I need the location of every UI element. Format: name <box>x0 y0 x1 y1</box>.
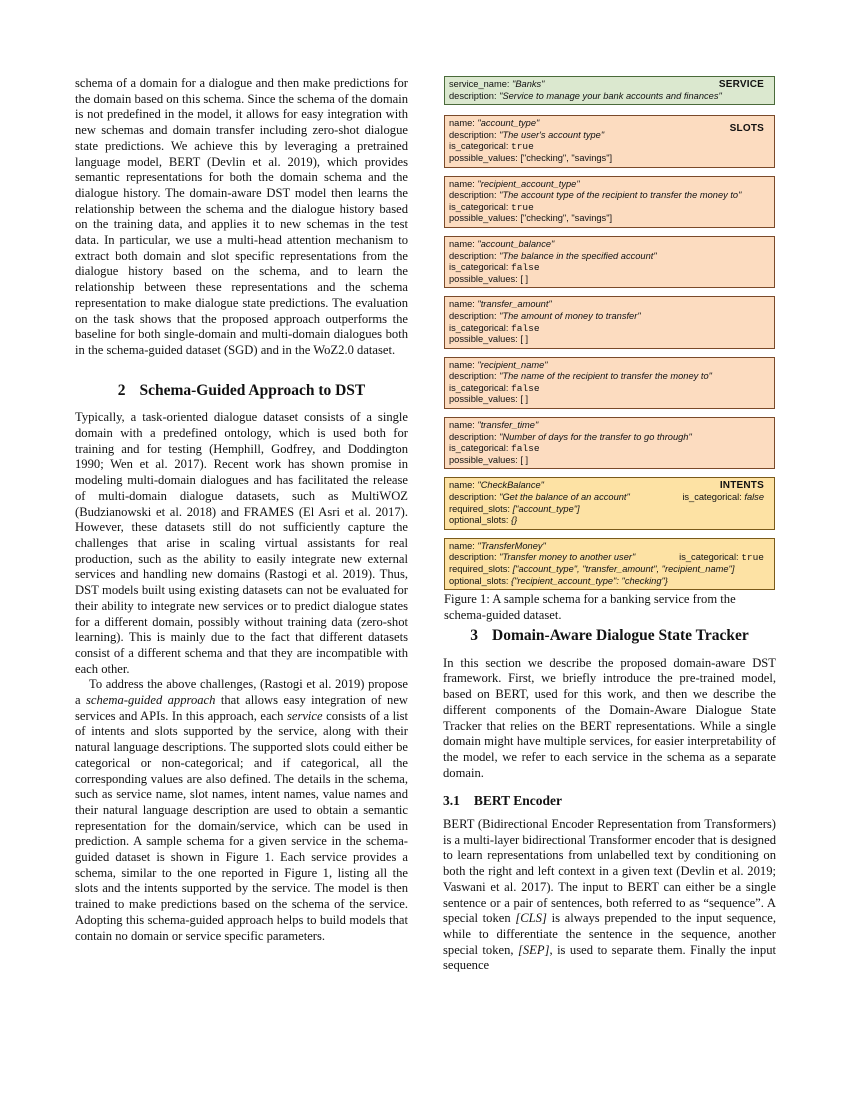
left-paragraph-2: Typically, a task-oriented dialogue dataset consists of a single domain with a predefined ontology, which is used both for training and for testing (Hemphill, Godfrey, and Doddington 1990; Wen et al. 2017). Recent work has shown promise in modeling multi-domain dialogues and has facilitated the release of multi-domain dialogue datasets, such as MultiWOZ (Budzianowski et al. 2018) and FRAMES (El Asri et al. 2017). However, these datasets still do not sufficiently capture the challenges that arise in scaling virtual assistants for real production, such as the ability to easily integrate new external services and handling new domains (Rastogi et al. 2019). Thus, DST models built using existing datasets can not be evaluated for their ability to integrate new services or to predict dialogue states for a different domain, possibly without training data (zero-shot learning). This is mainly due to the fact that different datasets consist of a different schema and that they are incompatible with each other. <box>75 410 408 676</box>
slot-name-line <box>449 360 770 372</box>
left-column <box>75 76 408 944</box>
slot-name-line <box>449 299 770 311</box>
slot-name-value: "recipient_name" <box>477 359 548 370</box>
slot-values-line <box>449 394 770 406</box>
slot-values-value: [ ] <box>520 394 529 405</box>
slot-name-key: name: <box>449 359 478 370</box>
slot-name-value: "transfer_amount" <box>477 299 552 310</box>
figure-1-schema <box>444 76 775 598</box>
slot-box <box>444 357 775 409</box>
intent-categorical <box>682 492 764 504</box>
token-sep: [SEP] <box>517 942 550 957</box>
slot-categorical-key: is_categorical: <box>449 262 512 273</box>
slot-values-line <box>449 274 770 286</box>
intent-name-key: name: <box>449 540 478 551</box>
slot-description-line <box>449 371 770 383</box>
slot-categorical-value: true <box>511 201 534 213</box>
slot-values-value: [ ] <box>520 454 529 465</box>
para3-emphasis-service: service <box>286 708 323 723</box>
left-paragraph-1: schema of a domain for a dialogue and then make predictions for the domain based on this schema. Since the schema of the domain is not predefined in the model, it allows for easy integration with new schemas and domain transfer including zero-shot dialogue state predictions. We achieve this by leveraging a pretrained language model, BERT (Devlin et al. 2019), which provides semantic representations for both the domain schema and the dialogue history. The domain-aware DST model then learns the relationship between the schema and the dialogue history based on the training data, and applies it to new schemas in the test data. In particular, we use a multi-head attention mechanism to extract both domain and slot specific representations from the dialogue history based on the schema, and to learn the relationship between these representations and the schema representation to make dialogue state predictions. The evaluation on the task shows that the proposed approach outperforms the baseline for both single-domain and multi-domain dialogues both in the schema-guided dataset (SGD) and in the WoZ2.0 dataset. <box>75 76 408 357</box>
slot-categorical-key: is_categorical: <box>449 201 512 212</box>
slot-description-key: description: <box>449 190 500 201</box>
section-3-1-title: BERT Encoder <box>473 793 563 809</box>
intent-box <box>444 538 775 590</box>
slot-description-line <box>449 432 770 444</box>
section-2-heading <box>75 383 408 399</box>
slot-name-key: name: <box>449 118 478 129</box>
para3-text-c: consists of a list of intents and slots supported by the service, along with their natural language descriptions. The supported slots could either be categorical or non-categorical; and if categorical, all the corresponding values are also defined. The details in the schema, such as service name, slot names, intent names, value names and their natural language description are used to obtain a semantic representation for the domain/service, which can be used in prediction. A sample schema for a given service in the schema-guided dataset is shown in Figure 1. Each service provides a schema, similar to the one reported in Figure 1, listing all the slots and the intents supported by the service. The model is then trained to make predictions based on the schema of the service. Adopting this schema-guided approach helps to build models that contain no domain or service specific parameters. <box>75 708 408 943</box>
slot-description-key: description: <box>449 129 500 140</box>
slot-values-key: possible_values: <box>449 334 521 345</box>
section-3-title: Domain-Aware Dialogue State Tracker <box>492 627 749 644</box>
section-2-number: 2 <box>117 381 126 399</box>
intent-required-value: ["account_type"] <box>512 503 580 514</box>
intent-optional-line <box>449 515 770 527</box>
intent-description-key: description: <box>449 492 500 503</box>
intent-description-key: description: <box>449 552 500 563</box>
service-description-value: "Service to manage your bank accounts and finances" <box>499 90 722 101</box>
intent-categorical-key: is_categorical: <box>682 492 745 503</box>
slot-description-line <box>449 251 770 263</box>
intent-required-line <box>449 564 770 576</box>
token-cls: [CLS] <box>515 911 547 926</box>
intent-optional-line <box>449 576 770 588</box>
slot-values-key: possible_values: <box>449 454 521 465</box>
slot-values-value: ["checking", "savings"] <box>520 152 613 163</box>
slot-values-value: ["checking", "savings"] <box>520 213 613 224</box>
slot-categorical-value: true <box>511 141 534 153</box>
slot-categorical-key: is_categorical: <box>449 443 512 454</box>
intent-name-key: name: <box>449 480 478 491</box>
slot-description-line <box>449 190 770 202</box>
slot-values-line <box>449 455 770 467</box>
slot-description-key: description: <box>449 250 500 261</box>
slot-values-key: possible_values: <box>449 152 521 163</box>
right-paragraph-2 <box>443 817 776 974</box>
section-2-title: Schema-Guided Approach to DST <box>139 381 366 399</box>
intents-tag: INTENTS <box>719 480 764 492</box>
intent-required-key: required_slots: <box>449 564 513 574</box>
section-3-heading <box>443 628 776 644</box>
section-3-1-number: 3.1 <box>443 793 460 809</box>
slot-description-line <box>449 311 770 323</box>
slot-values-line <box>449 334 770 346</box>
slot-name-line <box>449 239 770 251</box>
slot-name-key: name: <box>449 420 478 431</box>
slot-categorical-line <box>449 443 770 455</box>
figure-1-caption: Figure 1: A sample schema for a banking service from the schema-guided dataset. <box>444 592 736 622</box>
right-column <box>443 628 776 974</box>
para3-text-a: To address the above challenges, (Rastogi et al. 2019) propose a <box>75 677 408 708</box>
right-paragraph-1: In this section we describe the proposed domain-aware DST framework. First, we briefly introduce the pre-trained model, based on BERT, used for this work, and then we describe the different components of the Domain-Aware Dialogue State Tracker that relies on the BERT representations. While a single domain might have multiple services, for easier interpretability of the model, we refer to each service in the schema as a separate domain. <box>443 655 776 780</box>
slot-box <box>444 115 775 167</box>
para-bert-c: , is used to separate them. Finally the input sequence <box>443 942 776 973</box>
slot-name-key: name: <box>449 238 478 249</box>
slot-values-line <box>449 153 770 165</box>
slot-values-line <box>449 213 770 225</box>
slot-categorical-line <box>449 141 770 153</box>
slot-name-line <box>449 118 770 130</box>
slot-categorical-line <box>449 383 770 395</box>
intent-categorical-value: false <box>744 492 764 503</box>
intent-box <box>444 477 775 529</box>
para3-text-b: that allows easy integration of new services and APIs. In this approach, each <box>75 693 409 723</box>
intent-name-line <box>449 541 770 553</box>
slot-description-line <box>449 130 770 142</box>
slot-description-value: "The name of the recipient to transfer the money to" <box>499 371 712 382</box>
intent-description-line <box>449 552 770 564</box>
intent-optional-key: optional_slots: <box>449 575 512 586</box>
slots-list <box>444 115 775 469</box>
slot-description-value: "The balance in the specified account" <box>499 250 657 261</box>
slot-categorical-value: false <box>511 382 540 394</box>
intent-required-value: ["account_type", "transfer_amount", "recipient_name"] <box>512 564 735 574</box>
intent-name-value: "TransferMoney" <box>477 540 546 551</box>
intent-categorical <box>679 552 764 564</box>
intent-description-value: "Get the balance of an account" <box>499 492 630 503</box>
slot-description-value: "The account type of the recipient to transfer the money to" <box>499 190 742 201</box>
intent-required-line <box>449 504 770 516</box>
intents-list <box>444 477 775 590</box>
slot-name-value: "account_type" <box>477 118 540 129</box>
slot-categorical-key: is_categorical: <box>449 322 512 333</box>
slot-description-key: description: <box>449 371 500 382</box>
slot-values-value: [ ] <box>520 273 529 284</box>
intent-required-key: required_slots: <box>449 503 513 514</box>
slot-categorical-value: false <box>511 322 540 334</box>
slot-description-value: "Number of days for the transfer to go through" <box>499 431 692 442</box>
slot-categorical-key: is_categorical: <box>449 382 512 393</box>
section-3-number: 3 <box>470 627 479 644</box>
slot-values-key: possible_values: <box>449 394 521 405</box>
slot-categorical-line <box>449 262 770 274</box>
para3-emphasis-schema-guided: schema-guided approach <box>86 693 216 708</box>
slot-name-value: "account_balance" <box>477 238 555 249</box>
service-name-key: service_name: <box>449 79 513 89</box>
intent-name-value: "CheckBalance" <box>477 480 544 491</box>
slot-box <box>444 296 775 348</box>
slots-tag: SLOTS <box>729 123 764 135</box>
service-tag: SERVICE <box>718 79 764 90</box>
intent-description-line <box>449 492 770 504</box>
slot-categorical-line <box>449 202 770 214</box>
slot-box <box>444 417 775 469</box>
slot-description-value: "The amount of money to transfer" <box>499 310 641 321</box>
slot-name-key: name: <box>449 299 478 310</box>
slot-name-value: "recipient_account_type" <box>477 178 580 189</box>
left-paragraph-3 <box>75 677 408 944</box>
para-bert-b: is always prepended to the input sequence, while to differentiate the sentence in the sequence, another special token, <box>443 911 776 957</box>
service-description-line <box>449 91 770 103</box>
slot-name-value: "transfer_time" <box>477 420 539 431</box>
intent-categorical-value: true <box>741 552 764 564</box>
para-bert-a: BERT (Bidirectional Encoder Representation from Transformers) is a multi-layer bidirectional Transformer encoder that is designed to learn representations from unlabelled text by conditioning on both the right and left context in a given text (Devlin et al. 2019; Vaswani et al. 2017). The input to BERT can either be a single sentence or a pair of sentences, both referred to as “sequence”. A special token <box>443 817 776 926</box>
slot-categorical-line <box>449 323 770 335</box>
intent-description-value: "Transfer money to another user" <box>499 552 636 563</box>
slot-name-key: name: <box>449 178 478 189</box>
slot-name-line <box>449 179 770 191</box>
section-3-1-heading <box>443 793 776 809</box>
slot-values-key: possible_values: <box>449 213 521 224</box>
slot-name-line <box>449 420 770 432</box>
slot-categorical-key: is_categorical: <box>449 141 512 152</box>
slot-box <box>444 236 775 288</box>
service-description-key: description: <box>449 90 500 101</box>
intent-optional-key: optional_slots: <box>449 515 512 526</box>
slot-values-value: [ ] <box>520 334 529 345</box>
slot-categorical-value: false <box>511 262 540 274</box>
slot-description-value: "The user's account type" <box>499 129 605 140</box>
service-box <box>444 76 775 105</box>
slot-values-key: possible_values: <box>449 273 521 284</box>
intent-optional-value: {} <box>511 515 518 526</box>
slot-categorical-value: false <box>511 443 540 455</box>
slot-description-key: description: <box>449 431 500 442</box>
service-name-value: "Banks" <box>512 79 545 89</box>
slot-box <box>444 176 775 228</box>
intent-optional-value: {"recipient_account_type": "checking"} <box>511 575 668 586</box>
slot-description-key: description: <box>449 310 500 321</box>
intent-categorical-key: is_categorical: <box>679 552 742 563</box>
